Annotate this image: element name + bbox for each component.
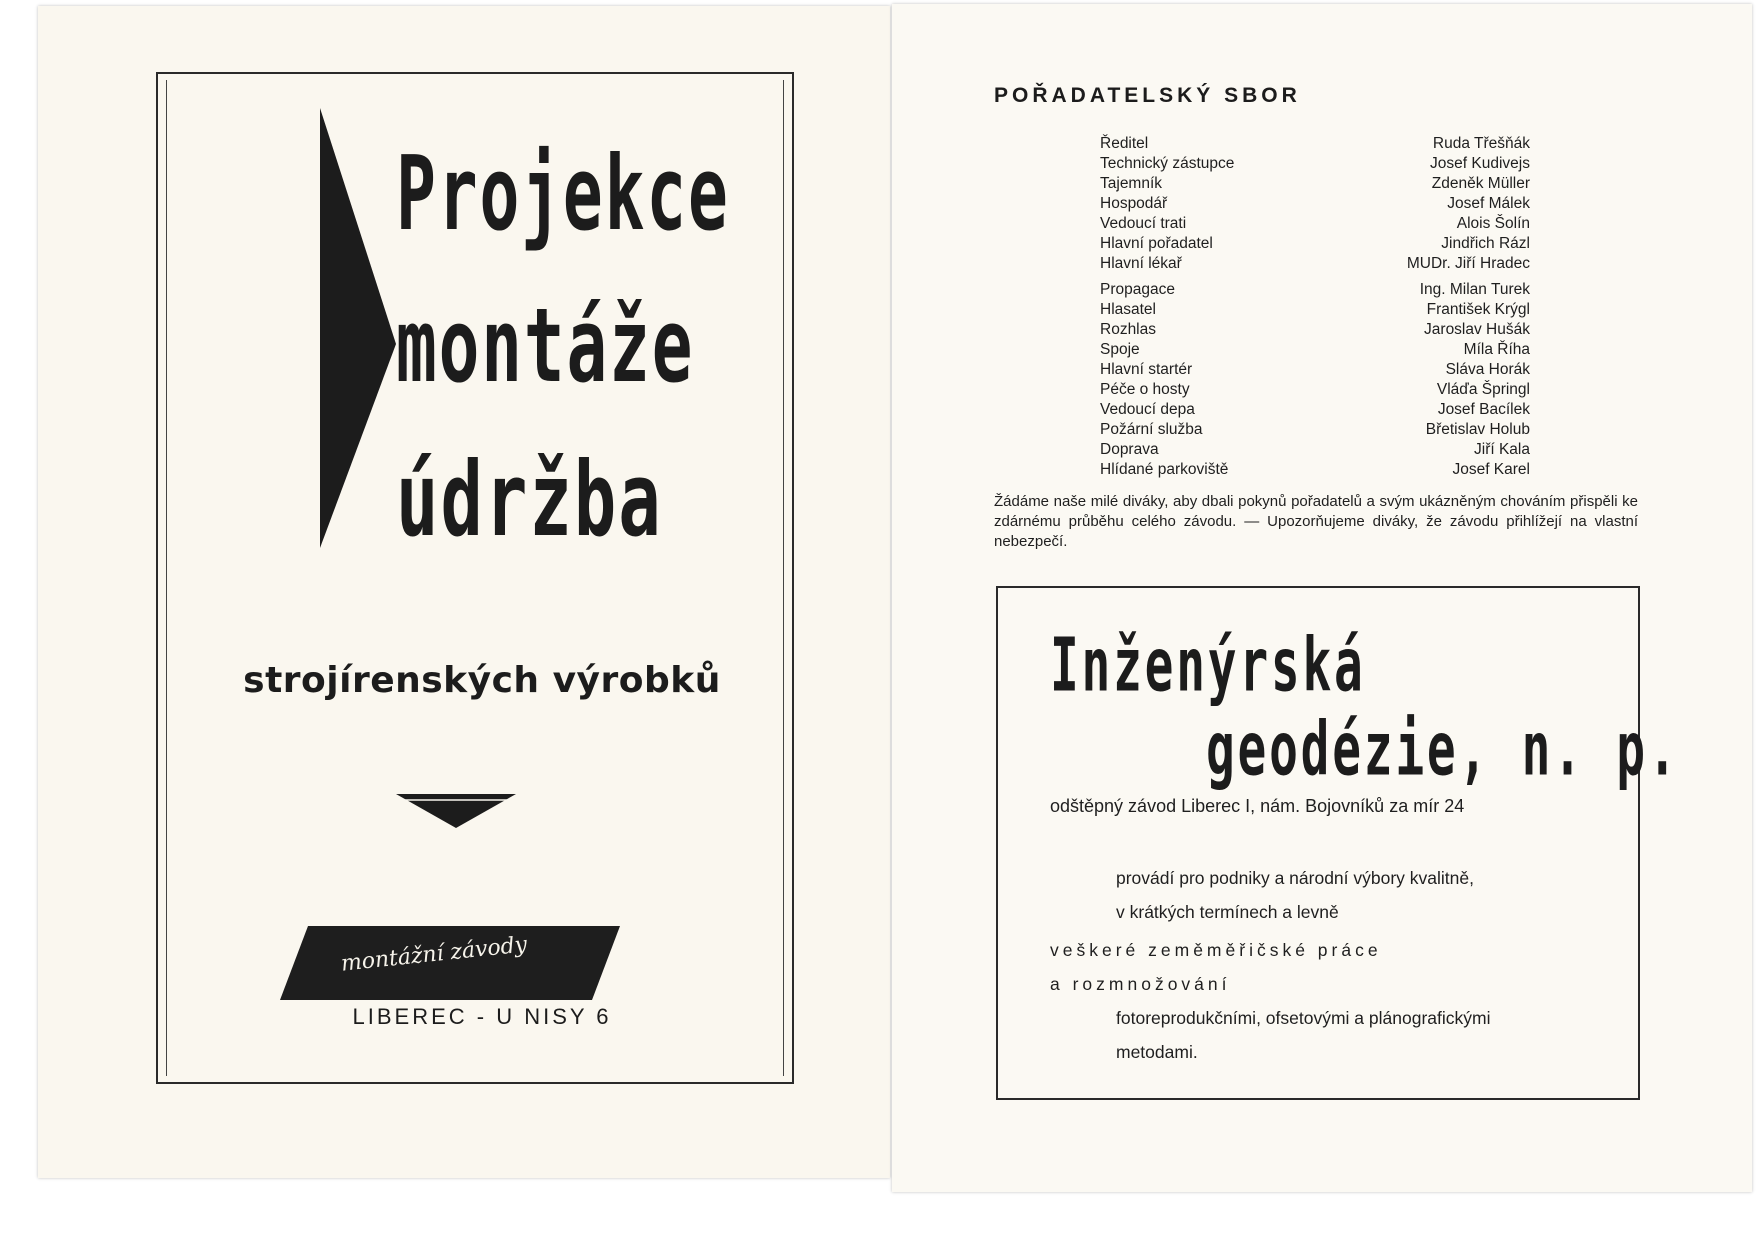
staff-row — [1100, 380, 1530, 400]
staff-row — [1100, 400, 1530, 420]
staff-row — [1100, 440, 1530, 460]
staff-name: Ruda Třešňák — [1432, 135, 1530, 152]
staff-name: Břetislav Holub — [1425, 421, 1530, 438]
staff-role: Vedoucí depa — [1100, 401, 1195, 418]
ad-service-line: veškeré zeměměřičské práce — [1050, 940, 1382, 960]
staff-name: Zdeněk Müller — [1431, 175, 1530, 192]
staff-role: Péče o hosty — [1100, 381, 1190, 398]
staff-row — [1100, 460, 1530, 480]
staff-list-main — [1100, 134, 1530, 274]
ad-branch-address: odštěpný závod Liberec I, nám. Bojovníků za mír 24 — [1050, 796, 1465, 816]
staff-name: Josef Málek — [1447, 195, 1530, 212]
ad-address: LIBEREC - U NISY 6 — [352, 1004, 612, 1029]
spectator-notice: Žádáme naše milé diváky, aby dbali pokynů pořadatelů a svým ukázněným chováním přispěli ke zdárnému průběhu celého závodu. — Upozorňujeme diváky, že závodu přihlížejí na vlastní nebezpečí. — [994, 493, 1638, 550]
staff-row — [1100, 280, 1530, 300]
staff-row — [1100, 340, 1530, 360]
staff-role: Rozhlas — [1100, 321, 1156, 338]
staff-role: Tajemník — [1100, 175, 1163, 192]
staff-role: Hospodář — [1100, 195, 1168, 212]
ad-service-line: a rozmnožování — [1050, 974, 1231, 994]
staff-role: Doprava — [1100, 441, 1159, 458]
staff-name: Ing. Milan Turek — [1419, 281, 1530, 298]
ad-headline-udrzba: údržba — [396, 440, 663, 560]
staff-role: Spoje — [1100, 341, 1140, 358]
machinery-advertisement — [156, 72, 794, 1084]
staff-row — [1100, 174, 1530, 194]
staff-row — [1100, 300, 1530, 320]
staff-name: Alois Šolín — [1456, 215, 1530, 232]
staff-name: Vláďa Špringl — [1436, 381, 1530, 398]
staff-heading: POŘADATELSKÝ SBOR — [994, 84, 1301, 107]
staff-name: František Krýgl — [1426, 301, 1530, 318]
staff-role: Propagace — [1100, 281, 1175, 298]
staff-name: Jiří Kala — [1474, 441, 1530, 458]
staff-role: Ředitel — [1100, 135, 1149, 152]
staff-role: Hlavní lékař — [1100, 255, 1182, 272]
staff-name: Jaroslav Hušák — [1424, 321, 1530, 338]
geodesy-advertisement — [996, 586, 1680, 1100]
staff-role: Vedoucí trati — [1100, 215, 1187, 232]
staff-role: Hlasatel — [1100, 301, 1156, 318]
ad-title-geodezie: geodézie, n. p. — [1206, 708, 1680, 794]
staff-row — [1100, 360, 1530, 380]
staff-name: Míla Říha — [1463, 341, 1530, 358]
ad-service-line: metodami. — [1116, 1042, 1198, 1062]
staff-role: Hlavní startér — [1100, 361, 1193, 378]
staff-role: Hlavní pořadatel — [1100, 235, 1213, 252]
staff-role: Technický zástupce — [1100, 155, 1235, 172]
ad-headline-montaze: montáže — [396, 286, 695, 406]
staff-name: Jindřich Rázl — [1441, 235, 1530, 252]
staff-name: Josef Kudivejs — [1430, 155, 1530, 172]
staff-role: Hlídané parkoviště — [1100, 461, 1229, 478]
staff-row — [1100, 234, 1530, 254]
staff-role: Požární služba — [1100, 421, 1203, 438]
staff-name: Josef Karel — [1452, 461, 1530, 478]
wedge-arrow-icon — [320, 108, 400, 548]
staff-name: MUDr. Jiří Hradec — [1406, 255, 1530, 272]
ad-headline-projekce: Projekce — [396, 134, 730, 254]
ad-products-line: strojírenských výrobků — [243, 660, 721, 701]
staff-row — [1100, 194, 1530, 214]
ad-title-inzenyrska: Inženýrská — [1050, 624, 1366, 710]
staff-row — [1100, 420, 1530, 440]
staff-row — [1100, 154, 1530, 174]
staff-name: Sláva Horák — [1445, 361, 1530, 378]
staff-list-services — [1100, 280, 1530, 480]
ad-service-line: provádí pro podniky a národní výbory kvalitně, — [1116, 868, 1474, 888]
logo-lettering: montážní závody — [339, 932, 529, 977]
staff-row — [1100, 134, 1530, 154]
staff-row — [1100, 320, 1530, 340]
staff-row — [1100, 254, 1530, 274]
ad-service-line: fotoreprodukčními, ofsetovými a plánografickými — [1116, 1008, 1491, 1028]
ad-service-line: v krátkých termínech a levně — [1116, 902, 1339, 922]
staff-row — [1100, 214, 1530, 234]
down-arrow-icon — [396, 794, 516, 828]
staff-name: Josef Bacílek — [1437, 401, 1530, 418]
